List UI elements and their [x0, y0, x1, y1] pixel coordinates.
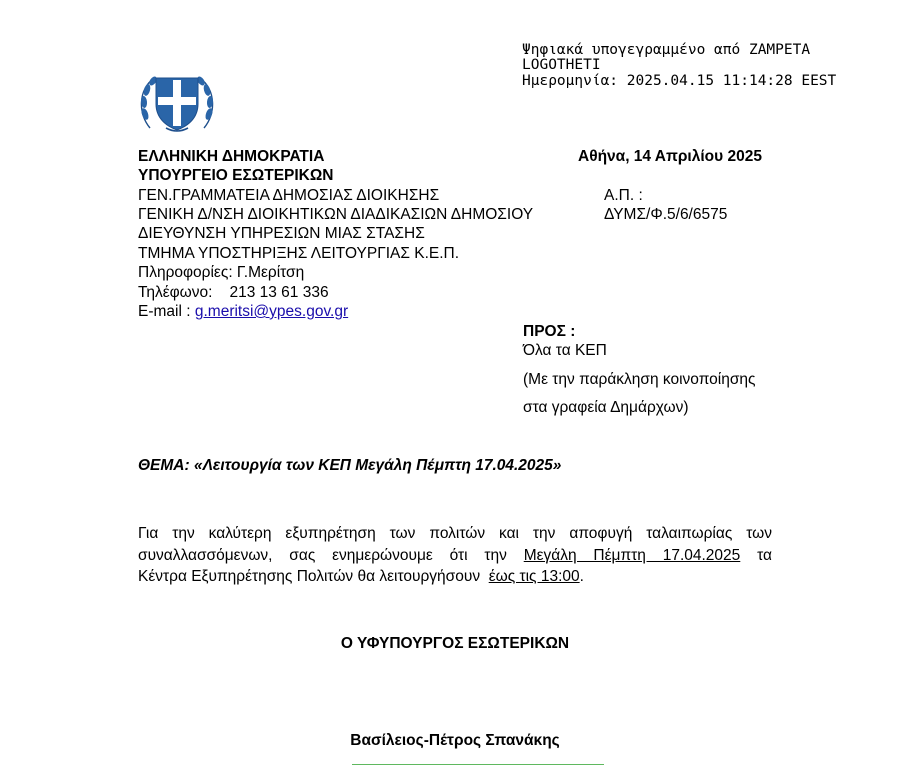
subject-line: ΘΕΜΑ: «Λειτουργία των ΚΕΠ Μεγάλη Πέμπτη 17.04.2025»	[138, 457, 562, 474]
signature-rule	[352, 764, 604, 765]
body-line-3: Κέντρα Εξυπηρέτησης Πολιτών θα λειτουργήσουν έως τις 13:00.	[138, 568, 584, 585]
department-line-1: ΓΕΝ.ΓΡΑΜΜΑΤΕΙΑ ΔΗΜΟΣΙΑΣ ΔΙΟΙΚΗΣΗΣ	[138, 187, 440, 204]
closing-time: έως τις 13:00	[488, 568, 580, 585]
recipients-line-3: στα γραφεία Δημάρχων)	[523, 399, 689, 416]
department-line-3: ΔΙΕΥΘΥΝΣΗ ΥΠΗΡΕΣΙΩΝ ΜΙΑΣ ΣΤΑΣΗΣ	[138, 225, 425, 242]
department-line-2: ΓΕΝΙΚΗ Δ/ΝΣΗ ΔΙΟΙΚΗΤΙΚΩΝ ΔΙΑΔΙΚΑΣΙΩΝ ΔΗΜΟΣΙΟΥ	[138, 206, 534, 223]
department-line-4: ΤΜΗΜΑ ΥΠΟΣΤΗΡΙΞΗΣ ΛΕΙΤΟΥΡΓΙΑΣ Κ.Ε.Π.	[138, 245, 460, 262]
body-line-1: Για την καλύτερη εξυπηρέτηση των πολιτών και την αποφυγή ταλαιπωρίας των	[138, 525, 772, 542]
signatory-name: Βασίλειος-Πέτρος Σπανάκης	[350, 732, 560, 749]
protocol-number: ΔΥΜΣ/Φ.5/6/6575	[604, 206, 728, 223]
email-line	[138, 302, 348, 321]
phone-number: 213 13 61 336	[229, 284, 329, 301]
phone-line	[138, 283, 329, 302]
recipients-line-1: Όλα τα ΚΕΠ	[523, 342, 607, 359]
ministry-heading: ΥΠΟΥΡΓΕΙΟ ΕΣΩΤΕΡΙΚΩΝ	[138, 167, 334, 184]
protocol-label: Α.Π. :	[604, 187, 643, 204]
recipients-line-2: (Με την παράκληση κοινοποίησης	[523, 371, 756, 388]
republic-heading: ΕΛΛΗΝΙΚΗ ΔΗΜΟΚΡΑΤΙΑ	[138, 148, 325, 165]
phone-label: Τηλέφωνο:	[138, 284, 213, 301]
recipients-label: ΠΡΟΣ :	[523, 323, 576, 340]
body-line-2: συναλλασσόμενων, σας ενημερώνουμε ότι την Μεγάλη Πέμπτη 17.04.2025 τα	[138, 546, 772, 564]
holiday-date: Μεγάλη Πέμπτη 17.04.2025	[523, 546, 741, 564]
email-link[interactable]: g.meritsi@ypes.gov.gr	[194, 303, 349, 320]
contact-info: Πληροφορίες: Γ.Μερίτση	[138, 264, 305, 281]
digital-signature-line-2: LOGOTHETI	[522, 57, 601, 73]
body-paragraph	[138, 523, 772, 588]
greek-coat-of-arms-emblem	[140, 70, 214, 134]
digital-signature-date: Ημερομηνία: 2025.04.15 11:14:28 EEST	[522, 73, 837, 89]
digital-signature-line-1: Ψηφιακά υπογεγραμμένο από ΖΑΜΡΕΤΑ	[522, 42, 811, 58]
signatory-title: Ο ΥΦΥΠΟΥΡΓΟΣ ΕΣΩΤΕΡΙΚΩΝ	[340, 635, 570, 652]
place-date: Αθήνα, 14 Απριλίου 2025	[578, 148, 762, 165]
email-label: E-mail :	[138, 303, 191, 320]
